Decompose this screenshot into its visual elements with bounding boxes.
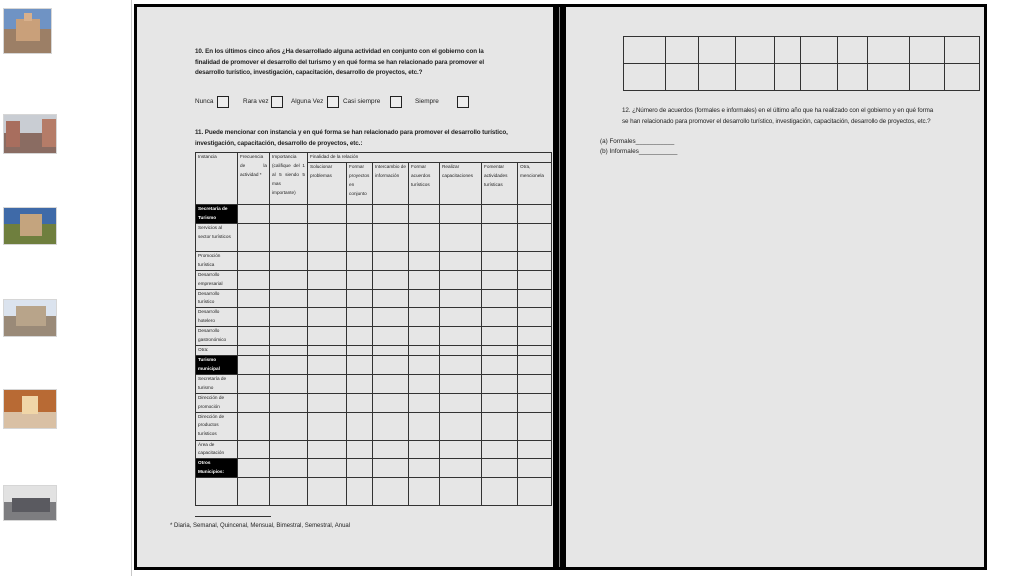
grid-cell[interactable] xyxy=(945,64,980,91)
response-cell[interactable] xyxy=(440,440,482,459)
response-cell[interactable] xyxy=(482,374,518,393)
response-cell[interactable] xyxy=(238,355,270,374)
response-cell[interactable] xyxy=(308,289,347,308)
table-row xyxy=(196,440,552,459)
response-cell[interactable] xyxy=(482,459,518,478)
instancia-cell: Desarrollo turístico xyxy=(196,289,238,308)
response-cell[interactable] xyxy=(238,345,270,355)
response-cell[interactable] xyxy=(518,204,552,223)
response-cell[interactable] xyxy=(440,251,482,270)
response-cell[interactable] xyxy=(409,374,440,393)
thumbnail-1[interactable] xyxy=(3,8,52,54)
grid-cell[interactable] xyxy=(868,64,910,91)
response-cell[interactable] xyxy=(440,308,482,327)
response-cell[interactable] xyxy=(373,270,409,289)
response-cell[interactable] xyxy=(270,393,308,412)
response-cell[interactable] xyxy=(482,289,518,308)
response-cell[interactable] xyxy=(409,308,440,327)
response-cell[interactable] xyxy=(482,478,518,506)
instancia-cell: Secretaría de Turismo xyxy=(196,204,238,223)
header-formar-acuerdos: Formar acuerdos turísticos xyxy=(409,162,440,204)
grid-cell[interactable] xyxy=(624,37,666,64)
option-label: Siempre xyxy=(415,98,439,105)
response-cell[interactable] xyxy=(440,270,482,289)
table-row xyxy=(196,289,552,308)
instancia-cell: Otros Municipios: xyxy=(196,459,238,478)
response-cell[interactable] xyxy=(270,374,308,393)
response-cell[interactable] xyxy=(270,270,308,289)
response-cell[interactable] xyxy=(440,459,482,478)
grid-cell[interactable] xyxy=(699,64,736,91)
response-cell[interactable] xyxy=(373,327,409,346)
response-cell[interactable] xyxy=(518,440,552,459)
response-cell[interactable] xyxy=(347,412,373,440)
page-left xyxy=(137,7,553,567)
response-cell[interactable] xyxy=(440,412,482,440)
response-cell[interactable] xyxy=(270,412,308,440)
question-11-text: 11. Puede mencionar con instancia y en qué forma se han relacionado para promover el desarrollo turístico, investigación, capacitación, desarrollo de proyectos, etc.: xyxy=(195,129,508,147)
response-cell[interactable] xyxy=(308,223,347,251)
instancia-cell: Servicios al sector turísticos xyxy=(196,223,238,251)
response-cell[interactable] xyxy=(440,374,482,393)
grid-cell[interactable] xyxy=(838,64,868,91)
response-cell[interactable] xyxy=(308,308,347,327)
instancia-cell xyxy=(196,478,238,506)
response-cell[interactable] xyxy=(518,223,552,251)
response-cell[interactable] xyxy=(347,327,373,346)
response-cell[interactable] xyxy=(308,412,347,440)
agreements-fields xyxy=(600,137,677,157)
response-cell[interactable] xyxy=(238,223,270,251)
category-row xyxy=(196,355,552,374)
option-label: Nunca xyxy=(195,98,214,105)
response-cell[interactable] xyxy=(270,345,308,355)
response-cell[interactable] xyxy=(518,270,552,289)
table-row xyxy=(196,223,552,251)
response-cell[interactable] xyxy=(482,440,518,459)
instancia-cell: Desarrollo gastronómico xyxy=(196,327,238,346)
header-fomentar: Fomentar actividades turísticas xyxy=(482,162,518,204)
response-cell[interactable] xyxy=(409,251,440,270)
response-cell[interactable] xyxy=(482,308,518,327)
response-cell[interactable] xyxy=(373,251,409,270)
response-cell[interactable] xyxy=(373,374,409,393)
response-cell[interactable] xyxy=(308,478,347,506)
response-cell[interactable] xyxy=(270,440,308,459)
thumbnail-5[interactable] xyxy=(3,389,57,429)
table-row xyxy=(196,374,552,393)
response-cell[interactable] xyxy=(347,374,373,393)
response-cell[interactable] xyxy=(373,289,409,308)
instancia-cell: Otra: xyxy=(196,345,238,355)
response-cell[interactable] xyxy=(518,478,552,506)
option-checkbox[interactable] xyxy=(390,96,402,108)
response-cell[interactable] xyxy=(308,393,347,412)
response-cell[interactable] xyxy=(308,345,347,355)
option-checkbox[interactable] xyxy=(327,96,339,108)
response-cell[interactable] xyxy=(482,355,518,374)
table-row xyxy=(196,412,552,440)
response-cell[interactable] xyxy=(347,459,373,478)
grid-cell[interactable] xyxy=(838,37,868,64)
instancia-cell: Desarrollo empresarial xyxy=(196,270,238,289)
response-cell[interactable] xyxy=(270,308,308,327)
response-cell[interactable] xyxy=(440,345,482,355)
response-grid xyxy=(623,36,980,91)
frequency-options xyxy=(195,96,495,110)
page-spread xyxy=(134,4,987,570)
response-cell[interactable] xyxy=(308,270,347,289)
response-cell[interactable] xyxy=(440,355,482,374)
instancia-cell: Promoción turística xyxy=(196,251,238,270)
building-shape xyxy=(16,19,40,41)
response-cell[interactable] xyxy=(409,478,440,506)
response-cell[interactable] xyxy=(518,412,552,440)
response-cell[interactable] xyxy=(409,223,440,251)
response-cell[interactable] xyxy=(347,204,373,223)
table-row xyxy=(196,251,552,270)
header-solucionar: Solucionar problemas xyxy=(308,162,347,204)
response-cell[interactable] xyxy=(238,459,270,478)
thumbnail-sidebar[interactable] xyxy=(0,0,132,576)
doorway-shape xyxy=(22,396,38,414)
response-cell[interactable] xyxy=(308,459,347,478)
response-cell[interactable] xyxy=(308,440,347,459)
relations-table xyxy=(195,152,552,506)
crowd-shape xyxy=(12,498,50,512)
response-cell[interactable] xyxy=(270,355,308,374)
footnote: * Diaria, Semanal, Quincenal, Mensual, Bimestral, Semestral, Anual xyxy=(170,523,351,529)
table-row xyxy=(196,478,552,506)
response-cell[interactable] xyxy=(482,345,518,355)
response-cell[interactable] xyxy=(373,412,409,440)
response-cell[interactable] xyxy=(482,412,518,440)
tower-shape xyxy=(24,13,32,21)
header-instancia: Instancia xyxy=(196,153,238,205)
response-cell[interactable] xyxy=(518,345,552,355)
grid-cell[interactable] xyxy=(666,64,699,91)
instancia-cell: Desarrollo hotelero xyxy=(196,308,238,327)
response-cell[interactable] xyxy=(482,270,518,289)
response-cell[interactable] xyxy=(440,478,482,506)
response-cell[interactable] xyxy=(409,345,440,355)
response-cell[interactable] xyxy=(238,251,270,270)
informales-field[interactable]: (b) Informales___________ xyxy=(600,148,678,155)
response-cell[interactable] xyxy=(270,478,308,506)
response-cell[interactable] xyxy=(238,308,270,327)
option-label: Casi siempre xyxy=(343,98,381,105)
thumbnail-3[interactable] xyxy=(3,207,57,245)
response-cell[interactable] xyxy=(518,355,552,374)
thumbnail-6[interactable] xyxy=(3,485,57,521)
response-cell[interactable] xyxy=(409,412,440,440)
response-cell[interactable] xyxy=(409,289,440,308)
instancia-cell: Dirección de promoción xyxy=(196,393,238,412)
response-cell[interactable] xyxy=(238,289,270,308)
response-cell[interactable] xyxy=(518,459,552,478)
grid-row xyxy=(624,64,980,91)
response-cell[interactable] xyxy=(373,308,409,327)
grid-cell[interactable] xyxy=(736,37,775,64)
grid-cell[interactable] xyxy=(666,37,699,64)
response-cell[interactable] xyxy=(482,204,518,223)
response-cell[interactable] xyxy=(518,327,552,346)
grid-cell[interactable] xyxy=(699,37,736,64)
response-cell[interactable] xyxy=(270,327,308,346)
response-cell[interactable] xyxy=(409,204,440,223)
building-shape xyxy=(6,121,20,147)
response-cell[interactable] xyxy=(373,440,409,459)
response-cell[interactable] xyxy=(347,478,373,506)
response-cell[interactable] xyxy=(440,393,482,412)
response-cell[interactable] xyxy=(270,289,308,308)
grid-cell[interactable] xyxy=(910,64,945,91)
response-cell[interactable] xyxy=(238,327,270,346)
response-cell[interactable] xyxy=(270,204,308,223)
response-cell[interactable] xyxy=(518,289,552,308)
response-cell[interactable] xyxy=(238,393,270,412)
response-cell[interactable] xyxy=(440,204,482,223)
building-shape xyxy=(20,214,42,236)
response-cell[interactable] xyxy=(373,223,409,251)
response-cell[interactable] xyxy=(409,327,440,346)
table-row xyxy=(196,270,552,289)
header-intercambio: Intercambio de información xyxy=(373,162,409,204)
instancia-cell: Secretaría de turismo xyxy=(196,374,238,393)
instancia-cell: Dirección de productos turísticos xyxy=(196,412,238,440)
response-cell[interactable] xyxy=(347,289,373,308)
grid-row xyxy=(624,37,980,64)
response-cell[interactable] xyxy=(440,327,482,346)
grid-cell[interactable] xyxy=(775,64,801,91)
grid-cell[interactable] xyxy=(801,37,838,64)
response-cell[interactable] xyxy=(308,355,347,374)
response-cell[interactable] xyxy=(373,355,409,374)
response-cell[interactable] xyxy=(270,459,308,478)
grid-cell[interactable] xyxy=(868,37,910,64)
response-cell[interactable] xyxy=(238,440,270,459)
thumbnail-ground xyxy=(4,412,57,429)
response-cell[interactable] xyxy=(440,289,482,308)
response-cell[interactable] xyxy=(347,270,373,289)
response-cell[interactable] xyxy=(482,251,518,270)
response-cell[interactable] xyxy=(270,251,308,270)
response-cell[interactable] xyxy=(409,440,440,459)
response-cell[interactable] xyxy=(270,223,308,251)
footnote-separator xyxy=(195,516,271,517)
option-checkbox[interactable] xyxy=(271,96,283,108)
header-otra: Otra, mencionela xyxy=(518,162,552,204)
response-cell[interactable] xyxy=(518,393,552,412)
response-cell[interactable] xyxy=(373,478,409,506)
header-finalidad: Finalidad de la relación xyxy=(308,153,552,163)
header-capacitaciones: Realizar capacitaciones xyxy=(440,162,482,204)
option-label: Alguna Vez xyxy=(291,98,324,105)
table-row xyxy=(196,345,552,355)
category-row xyxy=(196,204,552,223)
response-cell[interactable] xyxy=(409,270,440,289)
response-cell[interactable] xyxy=(440,223,482,251)
grid-cell[interactable] xyxy=(624,64,666,91)
response-cell[interactable] xyxy=(308,374,347,393)
response-cell[interactable] xyxy=(482,223,518,251)
response-cell[interactable] xyxy=(373,345,409,355)
response-cell[interactable] xyxy=(409,355,440,374)
grid-cell[interactable] xyxy=(736,64,775,91)
thumbnail-4[interactable] xyxy=(3,299,57,337)
option-label: Rara vez xyxy=(243,98,269,105)
question-10-text: 10. En los últimos cinco años ¿Ha desarrollado alguna actividad en conjunto con el gobierno con la finalidad de promover el desarrollo del turismo y en qué forma se han relacionado para promover el desarrollo turístico, investigación, capacitación, desarrollo de proyectos, etc.? xyxy=(195,48,485,77)
grid-cell[interactable] xyxy=(910,37,945,64)
instancia-cell: Área de capacitación xyxy=(196,440,238,459)
response-cell[interactable] xyxy=(238,478,270,506)
building-shape xyxy=(42,119,56,147)
instancia-cell: Turismo municipal xyxy=(196,355,238,374)
option-checkbox[interactable] xyxy=(457,96,469,108)
thumbnail-2[interactable] xyxy=(3,114,57,154)
response-grid-body xyxy=(624,37,980,91)
response-cell[interactable] xyxy=(308,327,347,346)
response-cell[interactable] xyxy=(518,308,552,327)
response-cell[interactable] xyxy=(482,393,518,412)
table-row xyxy=(196,393,552,412)
page-gutter xyxy=(553,7,566,567)
relations-table-body xyxy=(196,204,552,505)
building-shape xyxy=(16,306,46,326)
response-cell[interactable] xyxy=(373,204,409,223)
response-cell[interactable] xyxy=(238,374,270,393)
header-formar-proyectos: Formar proyectos en conjunto xyxy=(347,162,373,204)
response-cell[interactable] xyxy=(347,223,373,251)
page-right xyxy=(566,7,984,567)
response-cell[interactable] xyxy=(308,204,347,223)
response-cell[interactable] xyxy=(238,270,270,289)
response-cell[interactable] xyxy=(238,412,270,440)
response-cell[interactable] xyxy=(409,393,440,412)
response-cell[interactable] xyxy=(373,459,409,478)
response-cell[interactable] xyxy=(308,251,347,270)
table-row xyxy=(196,327,552,346)
response-cell[interactable] xyxy=(409,459,440,478)
response-cell[interactable] xyxy=(347,345,373,355)
header-importancia: Importancia (califique del 1 al 5 siendo 5 mas importante) xyxy=(270,153,308,205)
response-cell[interactable] xyxy=(347,393,373,412)
grid-cell[interactable] xyxy=(801,64,838,91)
response-cell[interactable] xyxy=(373,393,409,412)
grid-cell[interactable] xyxy=(945,37,980,64)
grid-cell[interactable] xyxy=(775,37,801,64)
question-12-text: 12. ¿Número de acuerdos (formales e informales) en el último año que ha realizado con el gobierno y en qué forma se han relacionado para promover el desarrollo turístico, investigación, capacitación, desarrollo de proyectos, etc.? xyxy=(622,107,934,125)
response-cell[interactable] xyxy=(238,204,270,223)
response-cell[interactable] xyxy=(347,440,373,459)
header-frecuencia: Frecuencia de la actividad * xyxy=(238,153,270,205)
response-cell[interactable] xyxy=(347,355,373,374)
table-row xyxy=(196,308,552,327)
response-cell[interactable] xyxy=(347,308,373,327)
response-cell[interactable] xyxy=(518,374,552,393)
response-cell[interactable] xyxy=(518,251,552,270)
formales-field[interactable]: (a) Formales___________ xyxy=(600,138,675,145)
category-row xyxy=(196,459,552,478)
option-checkbox[interactable] xyxy=(217,96,229,108)
response-cell[interactable] xyxy=(482,327,518,346)
response-cell[interactable] xyxy=(347,251,373,270)
